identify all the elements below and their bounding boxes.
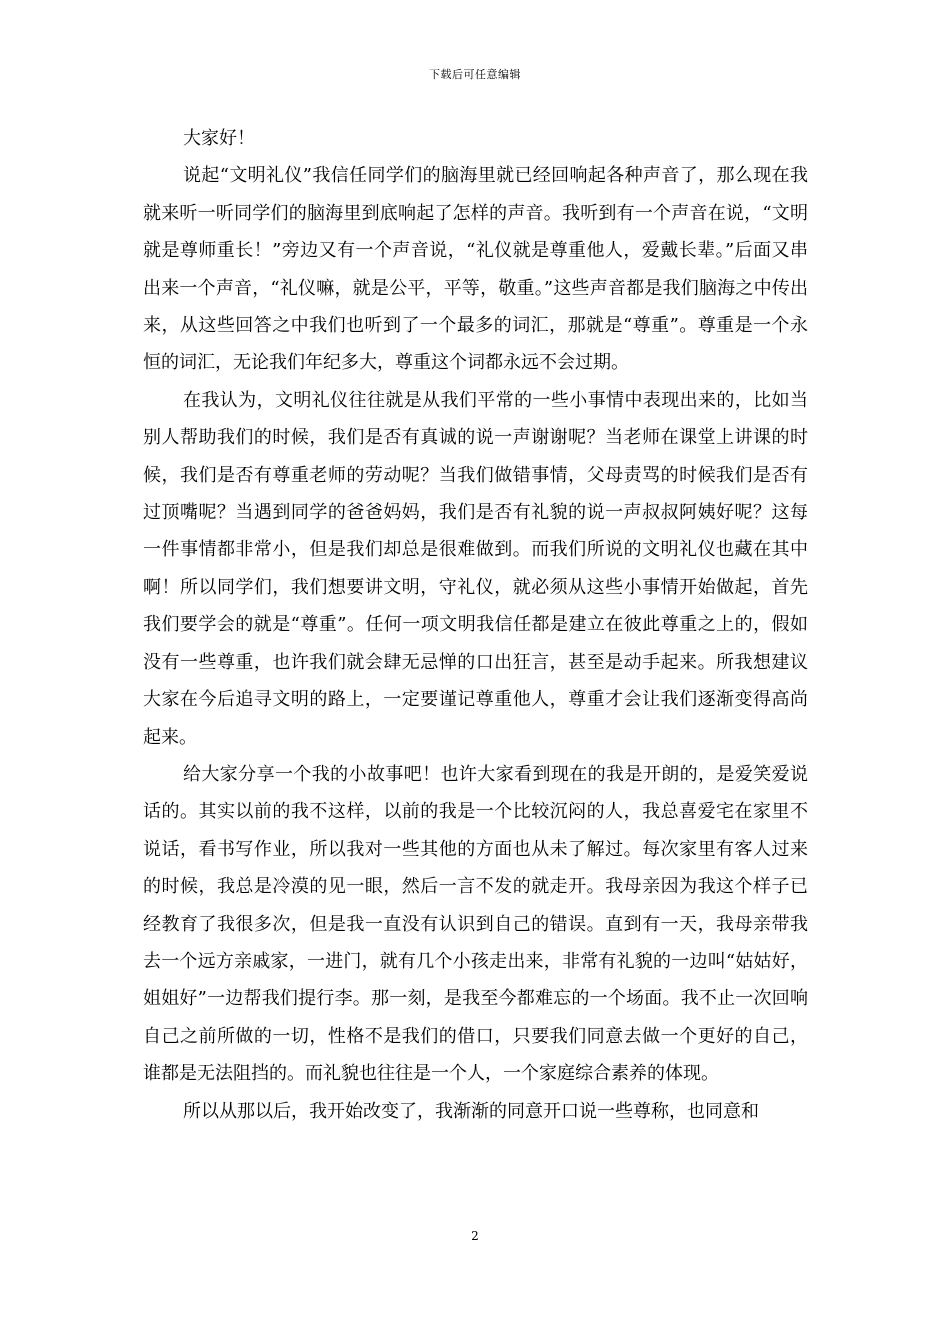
paragraph-3: 给大家分享一个我的小故事吧！也许大家看到现在的我是开朗的，是爱笑爱说话的。其实以前的我不这样，以前的我是一个比较沉闷的人，我总喜爱宅在家里不说话，看书写作业，所以我对一些其他的方面也从未了解过。每次家里有客人过来的时候，我总是冷漠的见一眼，然后一言不发的就走开。我母亲因为我这个样子已经教育了我很多次，但是我一直没有认识到自己的错误。直到有一天，我母亲带我去一个远方亲戚家，一进门，就有几个小孩走出来，非常有礼貌的一边叫“姑姑好，姐姐好”一边帮我们提行李。那一刻，是我至今都难忘的一个场面。我不止一次回响自己之前所做的一切，性格不是我们的借口，只要我们同意去做一个更好的自己，谁都是无法阻挡的。而礼貌也往往是一个人，一个家庭综合素养的体现。 bbox=[143, 763, 808, 1085]
document-body bbox=[143, 120, 808, 1130]
paragraph-4: 所以从那以后，我开始改变了，我渐渐的同意开口说一些尊称，也同意和 bbox=[183, 1100, 759, 1122]
page-number: 2 bbox=[471, 1229, 479, 1243]
paragraph-greeting: 大家好！ bbox=[183, 128, 255, 149]
page-header: 下载后可任意编辑 bbox=[429, 68, 521, 81]
paragraph-2: 在我认为，文明礼仪往往就是从我们平常的一些小事情中表现出来的，比如当别人帮助我们的时候，我们是否有真诚的说一声谢谢呢？当老师在课堂上讲课的时候，我们是否有尊重老师的劳动呢？当我们做错事情，父母责骂的时候我们是否有过顶嘴呢？当遇到同学的爸爸妈妈，我们是否有礼貌的说一声叔叔阿姨好呢？这每一件事情都非常小，但是我们却总是很难做到。而我们所说的文明礼仪也藏在其中啊！所以同学们，我们想要讲文明，守礼仪，就必须从这些小事情开始做起，首先我们要学会的就是“尊重”。任何一项文明我信任都是建立在彼此尊重之上的，假如没有一些尊重，也许我们就会肆无忌惮的口出狂言，甚至是动手起来。所我想建议大家在今后追寻文明的路上，一定要谨记尊重他人，尊重才会让我们逐渐变得高尚起来。 bbox=[143, 389, 808, 748]
paragraph-1: 说起“文明礼仪”我信任同学们的脑海里就已经回响起各种声音了，那么现在我就来听一听同学们的脑海里到底响起了怎样的声音。我听到有一个声音在说，“文明就是尊师重长！”旁边又有一个声音说，“礼仪就是尊重他人，爱戴长辈。”后面又串出来一个声音，“礼仪嘛，就是公平，平等，敬重。”这些声音都是我们脑海之中传出来，从这些回答之中我们也听到了一个最多的词汇，那就是“尊重”。尊重是一个永恒的词汇，无论我们年纪多大，尊重这个词都永远不会过期。 bbox=[143, 165, 808, 374]
